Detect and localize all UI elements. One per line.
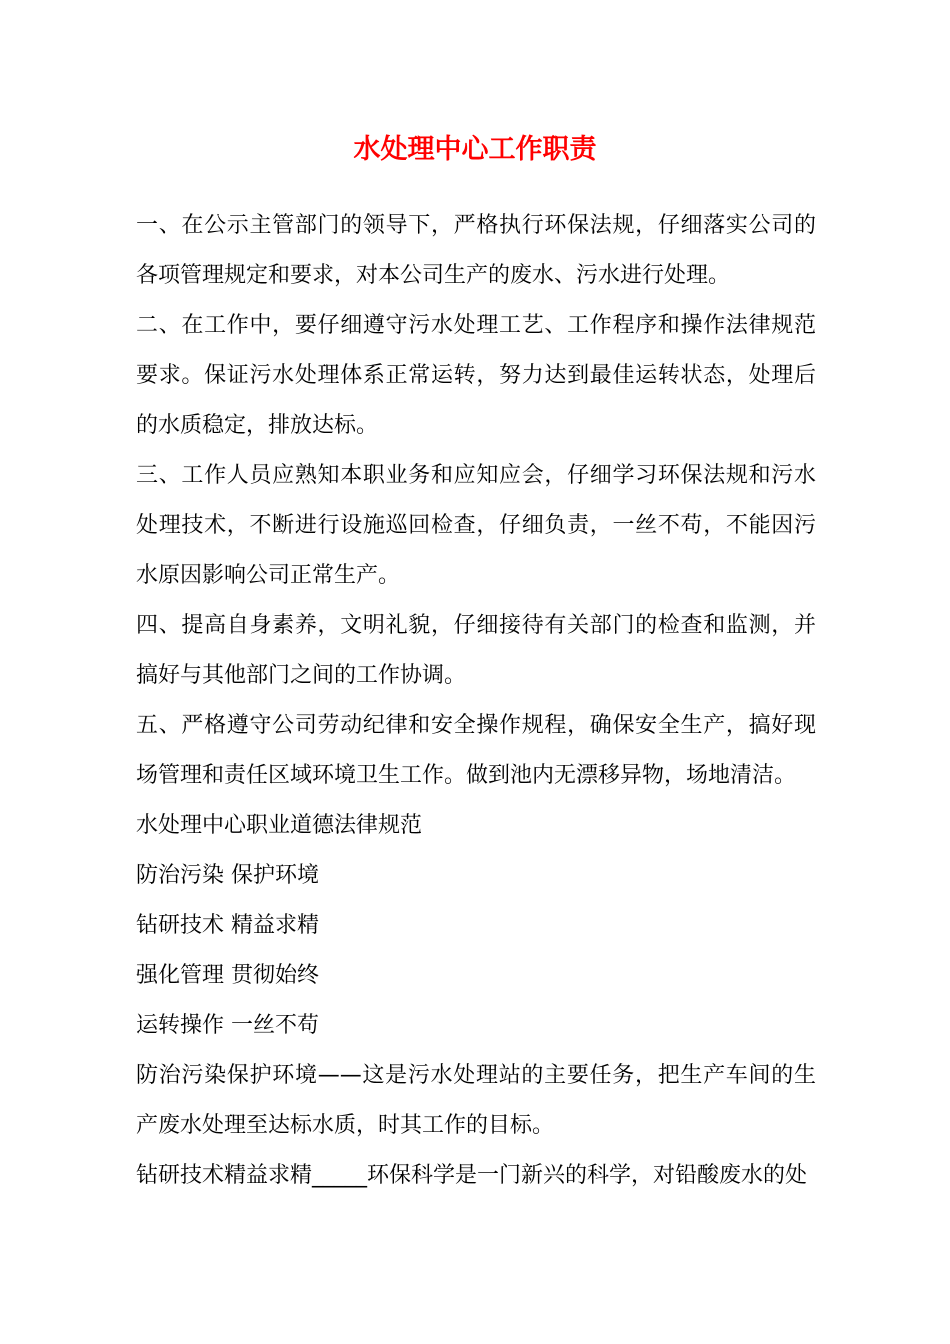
paragraph-ethics-explanation-1: 防治污染保护环境——这是污水处理站的主要任务，把生产车间的生产废水处理至达标水质，时其工作的目标。	[136, 1063, 816, 1138]
document-title: 水处理中心工作职责	[353, 134, 597, 165]
document-body	[136, 201, 816, 1201]
paragraph-duty-2: 二、在工作中，要仔细遵守污水处理工艺、工作程序和操作法律规范要求。保证污水处理体系正常运转，努力达到最佳运转状态，处理后的水质稳定，排放达标。	[136, 313, 816, 438]
ethics-item-4: 运转操作 一丝不苟	[136, 1013, 319, 1038]
paragraph-duty-4: 四、提高自身素养，文明礼貌，仔细接待有关部门的检查和监测，并搞好与其他部门之间的工作协调。	[136, 613, 816, 688]
paragraph-duty-3: 三、工作人员应熟知本职业务和应知应会，仔细学习环保法规和污水处理技术，不断进行设施巡回检查，仔细负责，一丝不苟，不能因污水原因影响公司正常生产。	[136, 463, 816, 588]
ethics-item-1: 防治污染 保护环境	[136, 863, 319, 888]
ethics-item-2: 钻研技术 精益求精	[136, 913, 319, 938]
ethics-item-3: 强化管理 贯彻始终	[136, 963, 319, 988]
paragraph-duty-5: 五、严格遵守公司劳动纪律和安全操作规程，确保安全生产，搞好现场管理和责任区域环境卫生工作。做到池内无漂移异物，场地清洁。	[136, 713, 816, 788]
section-heading-ethics: 水处理中心职业道德法律规范	[136, 813, 423, 838]
paragraph-ethics-explanation-2: 钻研技术精益求精_____环保科学是一门新兴的科学，对铅酸废水的处	[136, 1163, 808, 1188]
paragraph-duty-1: 一、在公示主管部门的领导下，严格执行环保法规，仔细落实公司的各项管理规定和要求，对本公司生产的废水、污水进行处理。	[136, 213, 816, 288]
